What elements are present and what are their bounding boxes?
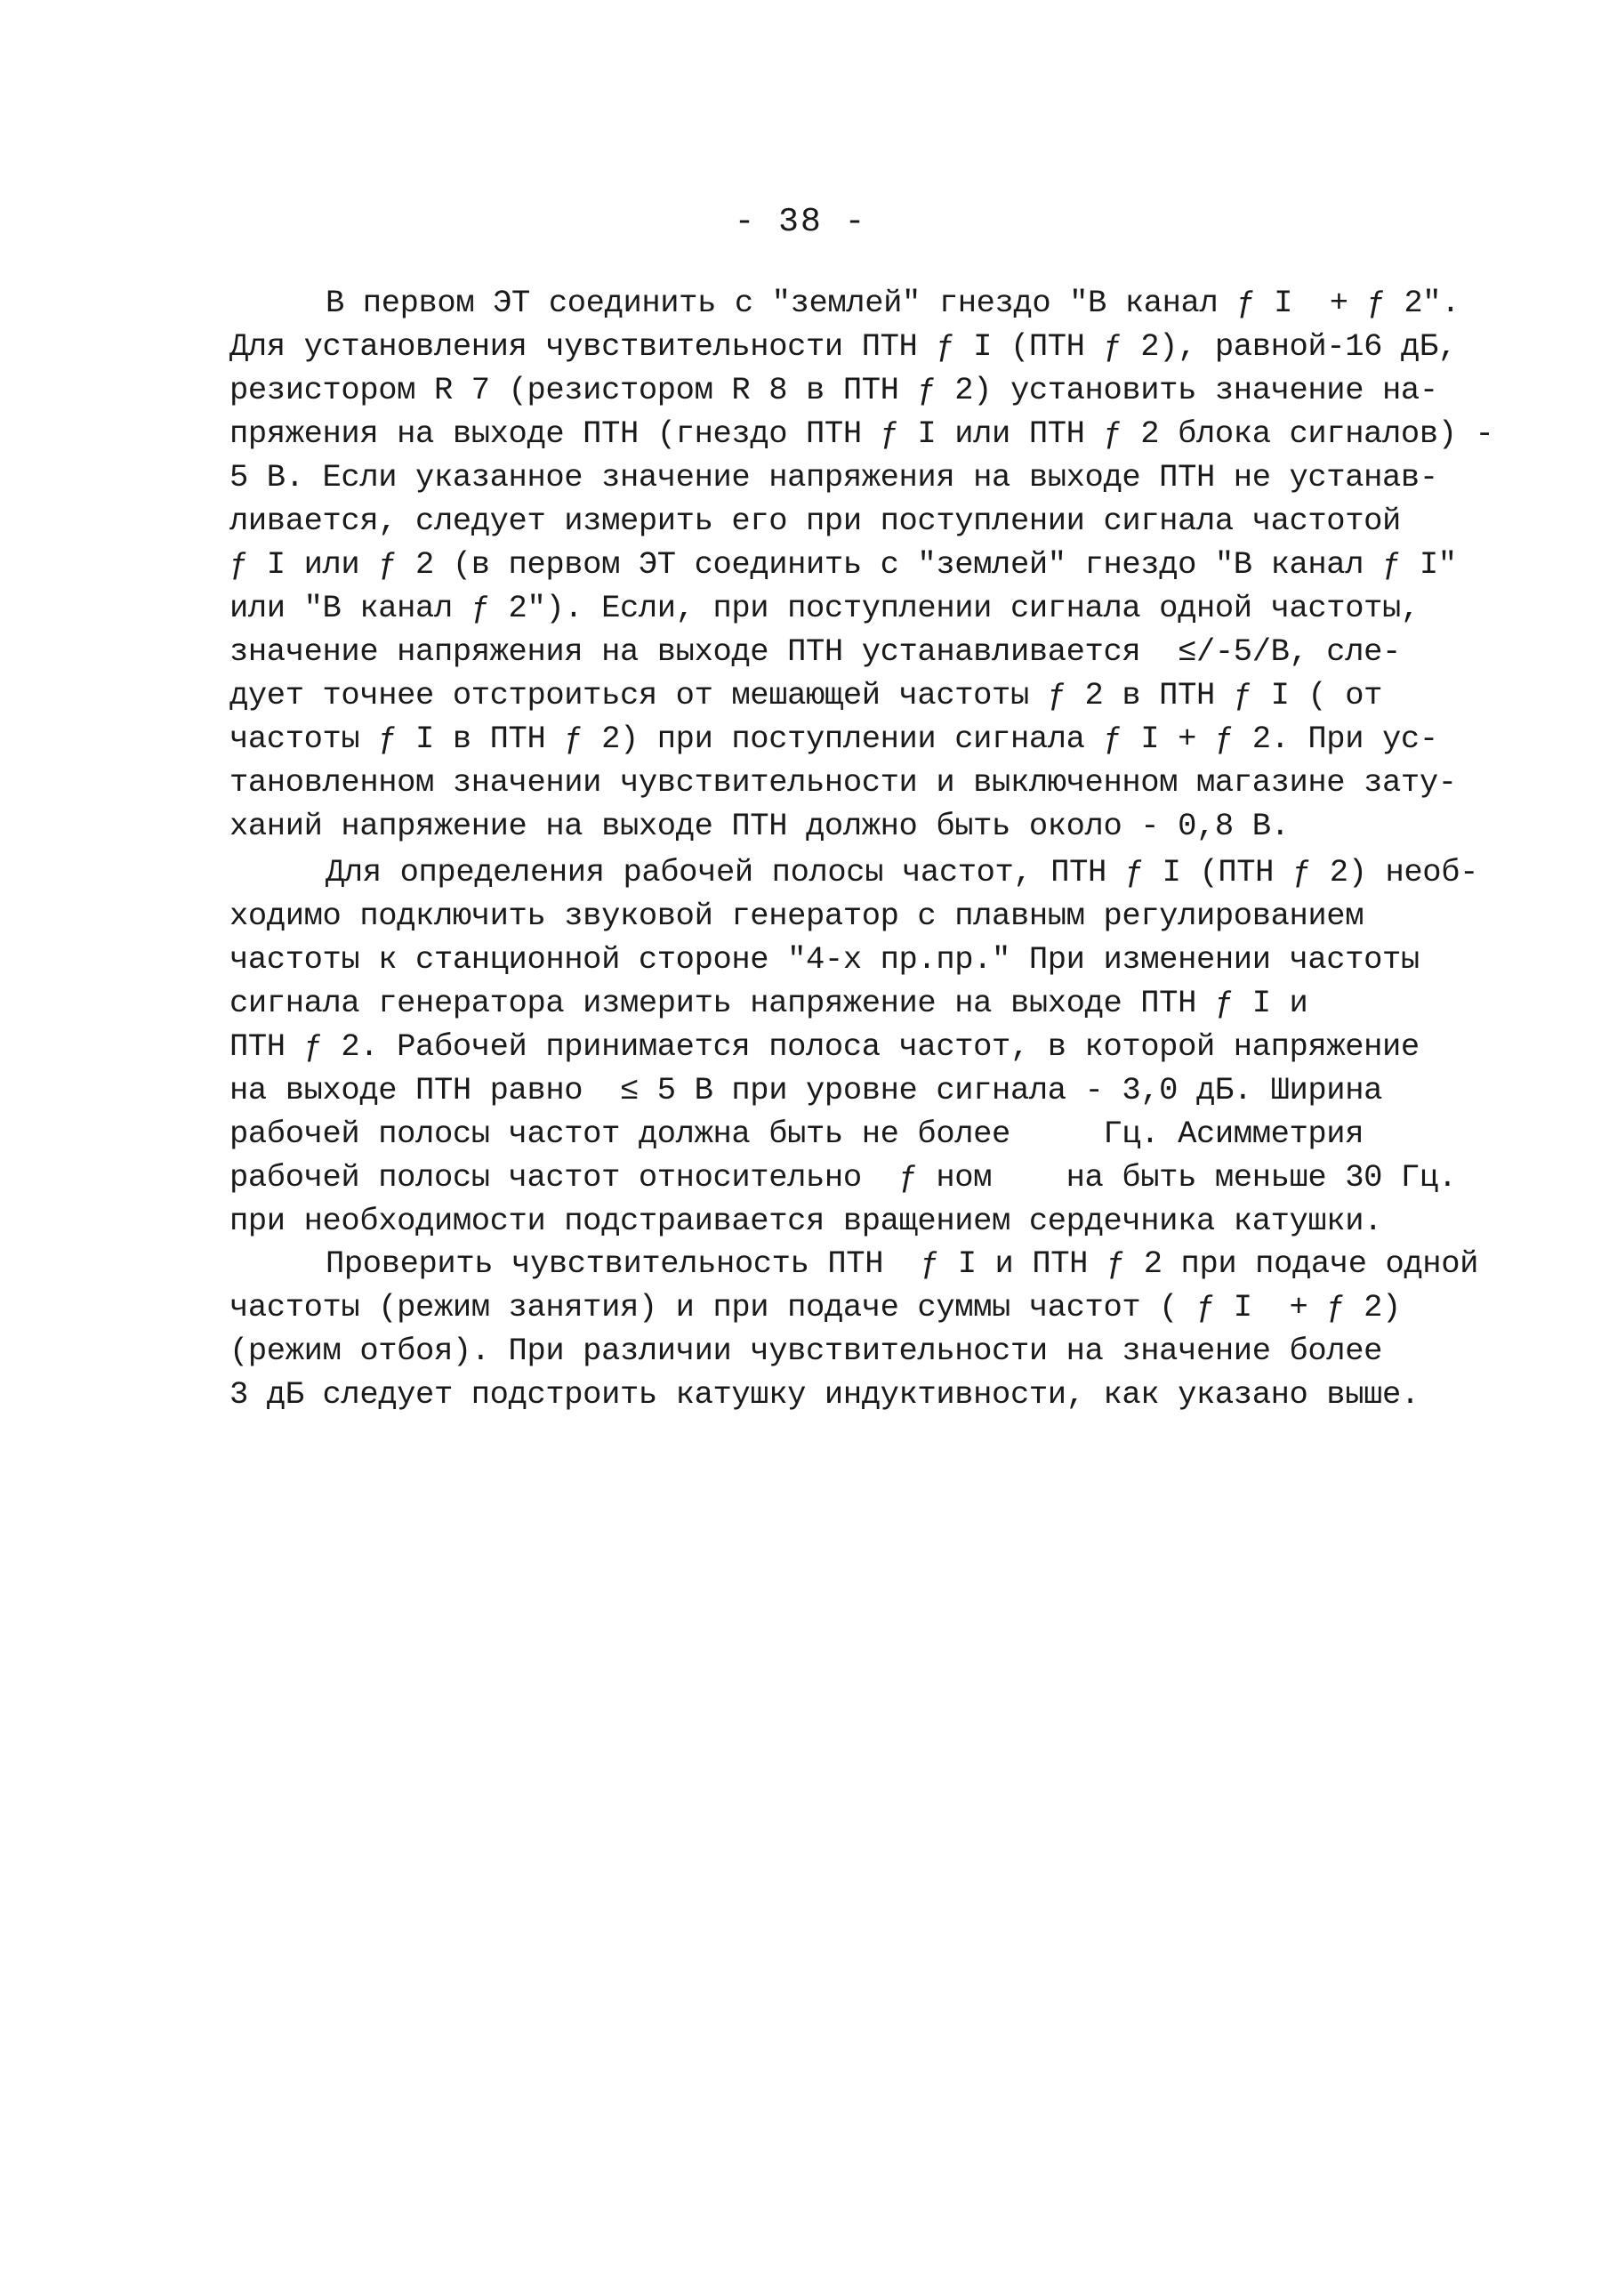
paragraph-1 [229, 281, 1494, 848]
text-line: тановленном значении чувствительности и выключенном магазине зату- [229, 764, 1457, 801]
text-line: Для установления чувствительности ПТН ƒ I (ПТН ƒ 2), равной-16 дБ, [229, 328, 1457, 365]
text-line: дует точнее отстроиться от мешающей частоты ƒ 2 в ПТН ƒ I ( от [229, 677, 1383, 713]
text-line: на выходе ПТН равно ≤ 5 В при уровне сигнала - 3,0 дБ. Ширина [229, 1072, 1383, 1108]
text-line: ливается, следует измерить его при поступлении сигнала частотой [229, 503, 1401, 539]
text-line: сигнала генератора измерить напряжение на выходе ПТН ƒ I и [229, 985, 1308, 1021]
text-line: частоты к станционной стороне "4-х пр.пр." При изменении частоты [229, 941, 1420, 978]
text-line: частоты ƒ I в ПТН ƒ 2) при поступлении сигнала ƒ I + ƒ 2. При ус- [229, 721, 1438, 757]
text-line: частоты (режим занятия) и при подаче суммы частот ( ƒ I + ƒ 2) [229, 1289, 1401, 1325]
text-line: резистором R 7 (резистором R 8 в ПТН ƒ 2) установить значение на- [229, 372, 1438, 408]
paragraph-2 [229, 850, 1479, 1243]
text-line: В первом ЭТ соединить с "землей" гнездо "В канал ƒ I + ƒ 2". [326, 285, 1460, 321]
text-line: ƒ I или ƒ 2 (в первом ЭТ соединить с "землей" гнездо "В канал ƒ I" [229, 546, 1457, 583]
text-line: Для определения рабочей полосы частот, ПТН ƒ I (ПТН ƒ 2) необ- [326, 854, 1479, 890]
text-line: Проверить чувствительность ПТН ƒ I и ПТН ƒ 2 при подаче одной [326, 1245, 1479, 1282]
text-line: 3 дБ следует подстроить катушку индуктивности, как указано выше. [229, 1376, 1420, 1413]
text-line: значение напряжения на выходе ПТН устанавливается ≤/-5/В, сле- [229, 633, 1401, 670]
text-line: или "В канал ƒ 2"). Если, при поступлении сигнала одной частоты, [229, 590, 1420, 626]
text-line: при необходимости подстраивается вращением сердечника катушки. [229, 1203, 1383, 1239]
paragraph-3 [229, 1242, 1479, 1416]
text-line: (режим отбоя). При различии чувствительности на значение более [229, 1333, 1383, 1369]
text-line: ханий напряжение на выходе ПТН должно быть около - 0,8 В. [229, 808, 1290, 844]
text-line: ПТН ƒ 2. Рабочей принимается полоса частот, в которой напряжение [229, 1028, 1420, 1065]
text-line: рабочей полосы частот должна быть не более Гц. Асимметрия [229, 1116, 1364, 1152]
text-line: 5 В. Если указанное значение напряжения на выходе ПТН не устанав- [229, 459, 1438, 495]
text-line: пряжения на выходе ПТН (гнездо ПТН ƒ I или ПТН ƒ 2 блока сигналов) - [229, 415, 1494, 452]
text-line: ходимо подключить звуковой генератор с плавным регулированием [229, 898, 1364, 934]
page-number: - 38 - [734, 203, 867, 241]
text-line: рабочей полосы частот относительно ƒ ном на быть меньше 30 Гц. [229, 1159, 1457, 1196]
